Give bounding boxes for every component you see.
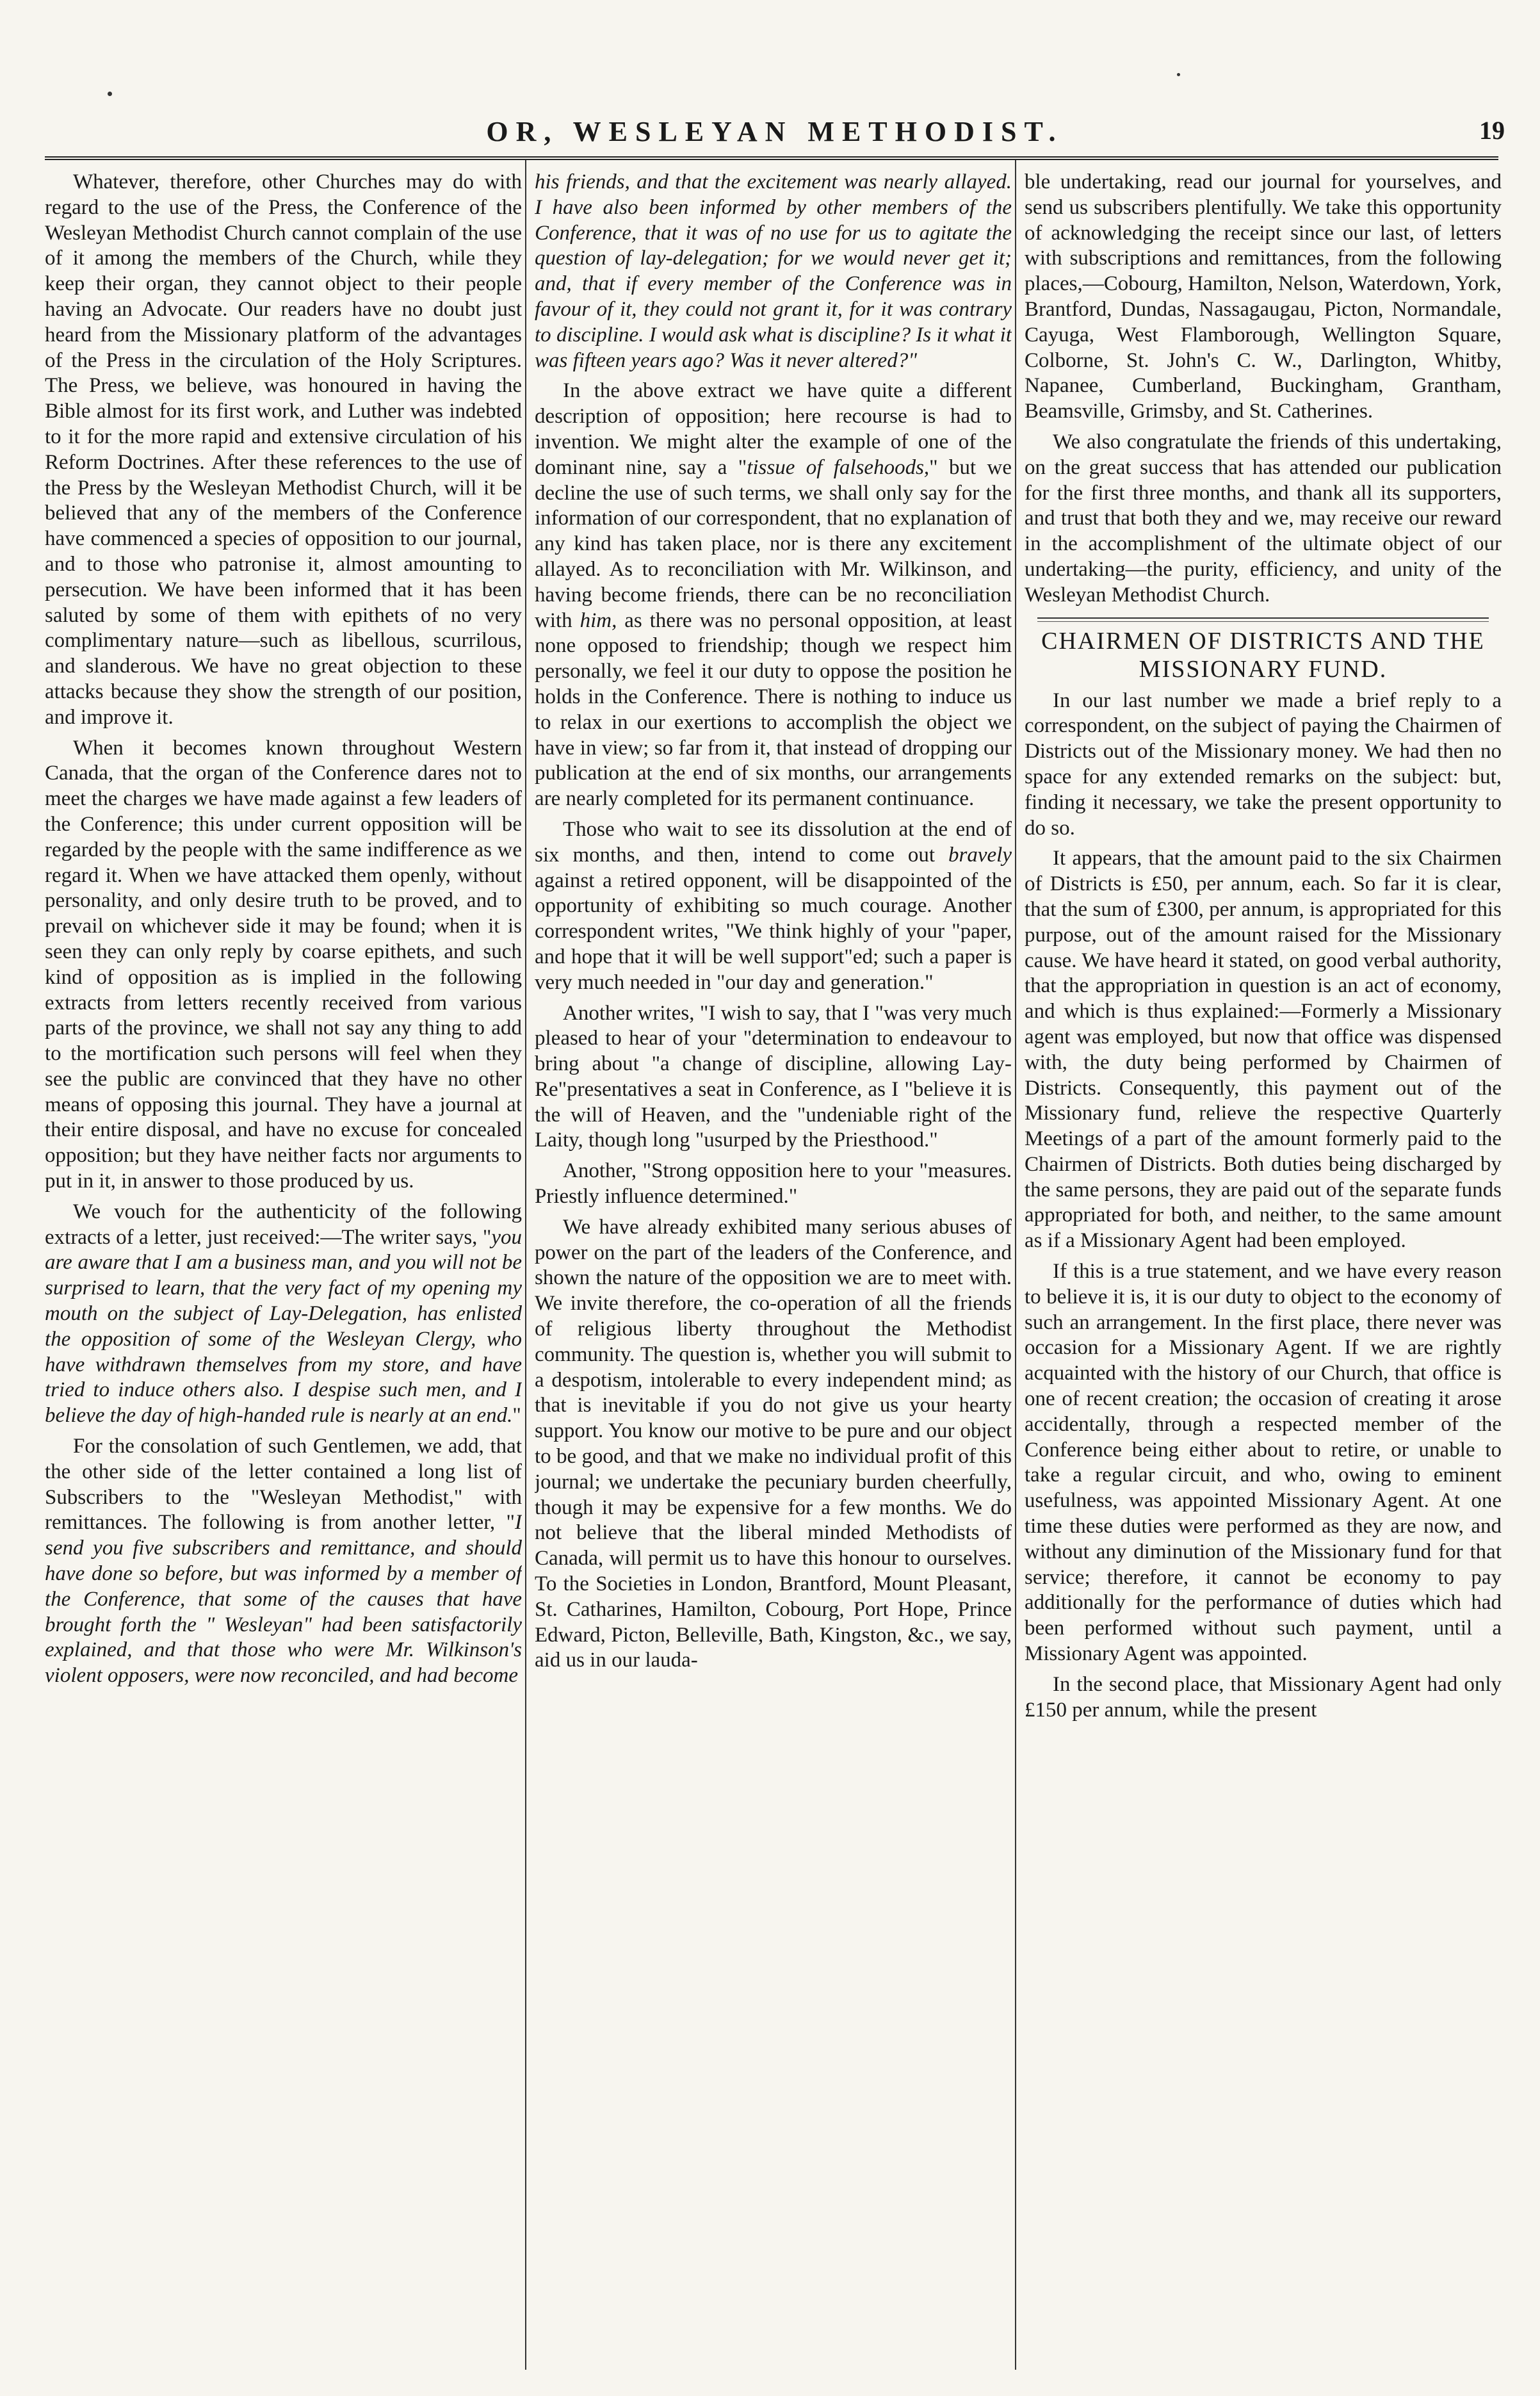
paragraph-text: In the above extract we have quite a different description of opposition; here recourse is had to invention. We might alter the example of one of the dominant nine, say a " bbox=[535, 379, 1012, 479]
article-paragraph: We have already exhibited many serious abuses of power on the part of the leaders of the Conference, and shown the nature of the opposition we are to meet with. We invite therefore, the co-operation of all the friends of religious liberty throughout the Methodist community. The question is, whether you will submit to a despotism, intolerable to every independent mind; as that is inevitable if you do not give us your hearty support. You know our motive to be pure and our object to be good, and that we make no individual profit of this journal; we undertake the pecuniary burden cheerfully, though it may be expensive for a few months. We do not believe that the liberal minded Methodists of Canada, will permit us to have this honour to ourselves. To the Societies in London, Brantford, Mount Pleasant, St. Catharines, Hamilton, Cobourg, Port Hope, Prince Edward, Picton, Belleville, Bath, Kingston, &c., we say, aid us in our lauda- bbox=[535, 1215, 1012, 1672]
paragraph-text: against a retired opponent, will be disappointed of the opportunity of exhibiting so much courage. Another correspondent writes, "We think highly of your "paper, and hope that it will be well support"ed; such a paper is very much needed in "our day and generation." bbox=[535, 868, 1012, 994]
paragraph-text: We vouch for the authenticity of the following extracts of a letter, just received:—The writer says, " bbox=[45, 1200, 522, 1249]
article-paragraph: We also congratulate the friends of this undertaking, on the great success that has attended our publication for the first three months, and thank all its supporters, and trust that both they and we, may receive our reward in the accomplishment of the ultimate object of our undertaking—the purity, efficiency, and unity of the Wesleyan Methodist Church. bbox=[1025, 430, 1502, 607]
article-paragraph: ble undertaking, read our journal for yourselves, and send us subscribers plentifully. We take this opportunity of acknowledging the receipt since our last, of letters with subscriptions and remittances, from the following places,—Cobourg, Hamilton, Nelson, Waterdown, York, Brantford, Dundas, Nassagaugau, Picton, Normandale, Cayuga, West Flamborough, Wellington Square, Colborne, St. John's C. W., Darlington, Whitby, Napanee, Cumberland, Buckingham, Grantham, Beamsville, Grimsby, and St. Catherines. bbox=[1025, 170, 1502, 423]
header-rule bbox=[45, 156, 1498, 160]
paragraph-text: as there was no personal opposition, at least none opposed to friendship; though we respect him personally, we feel it our duty to oppose the position he holds in the Conference. There is nothing to induce us to relax in our exertions to accomplish the object we have in view; so far from it, that instead of dropping our publication at the end of six months, our arrangements are nearly completed for its permanent continuance. bbox=[535, 608, 1012, 811]
article-paragraph: In the second place, that Missionary Agent had only £150 per annum, while the present bbox=[1025, 1672, 1502, 1722]
article-paragraph bbox=[45, 1434, 522, 1689]
column-divider bbox=[525, 160, 526, 2370]
column-divider bbox=[1015, 160, 1016, 2370]
article-paragraph: It appears, that the amount paid to the six Chairmen of Districts is £50, per annum, each. So far it is clear, that the sum of £300, per annum, is appropriated for this purpose, out of the amount raised for the Missionary cause. We have heard it stated, on good verbal authority, that the appropriation in question is an act of economy, and which is thus explained:—Formerly a Missionary agent was employed, but now that office was dispensed with, the duty being performed by Chairmen of Districts. Consequently, this payment out of the Missionary fund, relieve the respective Quarterly Meetings of a part of the amount formerly paid to the Chairmen of Districts. Both duties being discharged by the same persons, they are paid out of the separate funds appropriated for both, and neither, to the same amount as if a Missionary Agent had been employed. bbox=[1025, 847, 1502, 1253]
article-paragraph: In our last number we made a brief reply to a correspondent, on the subject of paying the Chairmen of Districts out of the Missionary money. We had then no space for any extended remarks on the subject: but, finding it necessary, we take the present opportunity to do so. bbox=[1025, 689, 1502, 840]
article-paragraph bbox=[45, 1200, 522, 1429]
emphasis: bravely bbox=[948, 843, 1012, 867]
article-paragraph: Whatever, therefore, other Churches may do with regard to the use of the Press, the Conference of the Wesleyan Methodist Church cannot complain of the use of it among the members of the Church, while they keep their organ, they cannot object to their people having an Advocate. Our readers have no doubt just heard from the Missionary platform of the advantages of the Press in the circulation of the Holy Scriptures. The Press, we believe, was honoured in having the Bible almost for its first work, and Luther was indebted to it for the more rapid and extensive circulation of his Reform Doctrines. After these references to the use of the Press by the Wesleyan Methodist Church, will it be believed that any of the members of the Conference have commenced a species of opposition to our journal, and to those who patronise it, almost amounting to persecution. We have been informed that it has been saluted by some of them with epithets of no very complimentary nature—such as libellous, scurrilous, and slanderous. We have no great objection to these attacks because they show the strength of our position, and improve it. bbox=[45, 170, 522, 729]
article-paragraph: Another writes, "I wish to say, that I "was very much pleased to hear of your "determination to endeavour to bring about "a change of discipline, allowing Lay-Re"presentatives a seat in Conference, as I "believe it is the will of Heaven, and the "undeniable right of the Laity, though long "usurped by the Priesthood." bbox=[535, 1001, 1012, 1152]
column-3 bbox=[1025, 170, 1502, 2386]
article-paragraph bbox=[535, 817, 1012, 996]
emphasis: tissue of falsehoods, bbox=[747, 455, 930, 479]
article-paragraph: Another, "Strong opposition here to your "measures. Priestly influence determined." bbox=[535, 1159, 1012, 1209]
article-paragraph: If this is a true statement, and we have every reason to believe it is, it is our duty to object to the economy of such an arrangement. In the first place, there never was occasion for a Missionary Agent. If we are rightly acquainted with the history of our Church, that office is one of recent creation; the occasion of creating it arose accidentally, through a respected member of the Conference being either about to retire, or unable to take a regular circuit, and who, owing to eminent usefulness, was appointed Missionary Agent. At one time these duties were performed as they are now, and without any diminution of the Missionary fund for that service; therefore, it cannot be economy to pay additionally for the performance of duties which had been performed without such payment, until a Missionary Agent was appointed. bbox=[1025, 1260, 1502, 1666]
paragraph-text: For the consolation of such Gentlemen, we add, that the other side of the letter contained a long list of Subscribers to the "Wesleyan Methodist," with remittances. The following is from another letter, " bbox=[45, 1435, 522, 1535]
section-divider bbox=[1037, 617, 1489, 622]
paragraph-text: Those who wait to see its dissolution at the end of six months, and then, intend to come out bbox=[535, 817, 1012, 867]
running-title: OR, WESLEYAN METHODIST. bbox=[486, 116, 1064, 147]
section-title: CHAIRMEN OF DISTRICTS AND THE MISSIONARY FUND. bbox=[1041, 627, 1485, 683]
paragraph-text: " but we decline the use of such terms, we shall only say for the information of our correspondent, that no explanation of any kind has taken place, nor is there any excitement allayed. As to reconciliation with Mr. Wilkinson, and having become friends, there can be no reconciliation with bbox=[535, 455, 1012, 632]
ink-speck bbox=[1177, 73, 1180, 76]
letter-quote: I send you five subscribers and remittance, and should have done so before, but was informed by a member of the Conference, that some of the causes that have brought forth the " Wesleyan" had been satisfactorily explained, and that those who were Mr. Wilkinson's violent opposers, were now reconciled, and had become bbox=[45, 1511, 522, 1688]
paragraph-text: " bbox=[512, 1404, 521, 1428]
column-2 bbox=[535, 170, 1012, 2386]
emphasis: him, bbox=[580, 608, 617, 632]
page-header bbox=[45, 115, 1505, 154]
column-1 bbox=[45, 170, 522, 2386]
article-paragraph: When it becomes known throughout Western Canada, that the organ of the Conference dares not to meet the charges we have made against a few leaders of the Conference; this under current opposition will be regarded by the people with the same indifference as we regard it. When we have attacked them openly, without personality, and only desire truth to be proved, and to prevail on whichever side it may be found; when it is seen they can only reply by coarse epithets, and such kind of opposition as is implied in the following extracts from letters recently received from various parts of the province, we shall not say any thing to add to the mortification such persons will feel when they see the public are convinced that they have no other means of opposing this journal. They have a journal at their entire disposal, and have no excuse for concealed opposition; but they have neither facts nor arguments to put in it, in answer to those produced by us. bbox=[45, 736, 522, 1193]
page-number: 19 bbox=[1479, 116, 1505, 145]
letter-quote: you are aware that I am a business man, and you will not be surprised to learn, that the very fact of my opening my mouth on the subject of Lay-Delegation, has enlisted the opposition of some of the Wesleyan Clergy, who have withdrawn themselves from my store, and have tried to induce others also. I despise such men, and I believe the day of high-handed rule is nearly at an end. bbox=[45, 1225, 522, 1428]
ink-speck bbox=[108, 92, 112, 96]
letter-quote-continued: his friends, and that the excitement was nearly allayed. I have also been informed by other members of the Conference, that it was of no use for us to agitate the question of lay-delegation; for we would never get it; and, that if every member of the Conference was in favour of it, they could not grant it, for it was contrary to discipline. I would ask what is discipline? Is it what it was fifteen years ago? Was it never altered?" bbox=[535, 170, 1012, 372]
article-paragraph bbox=[535, 379, 1012, 812]
